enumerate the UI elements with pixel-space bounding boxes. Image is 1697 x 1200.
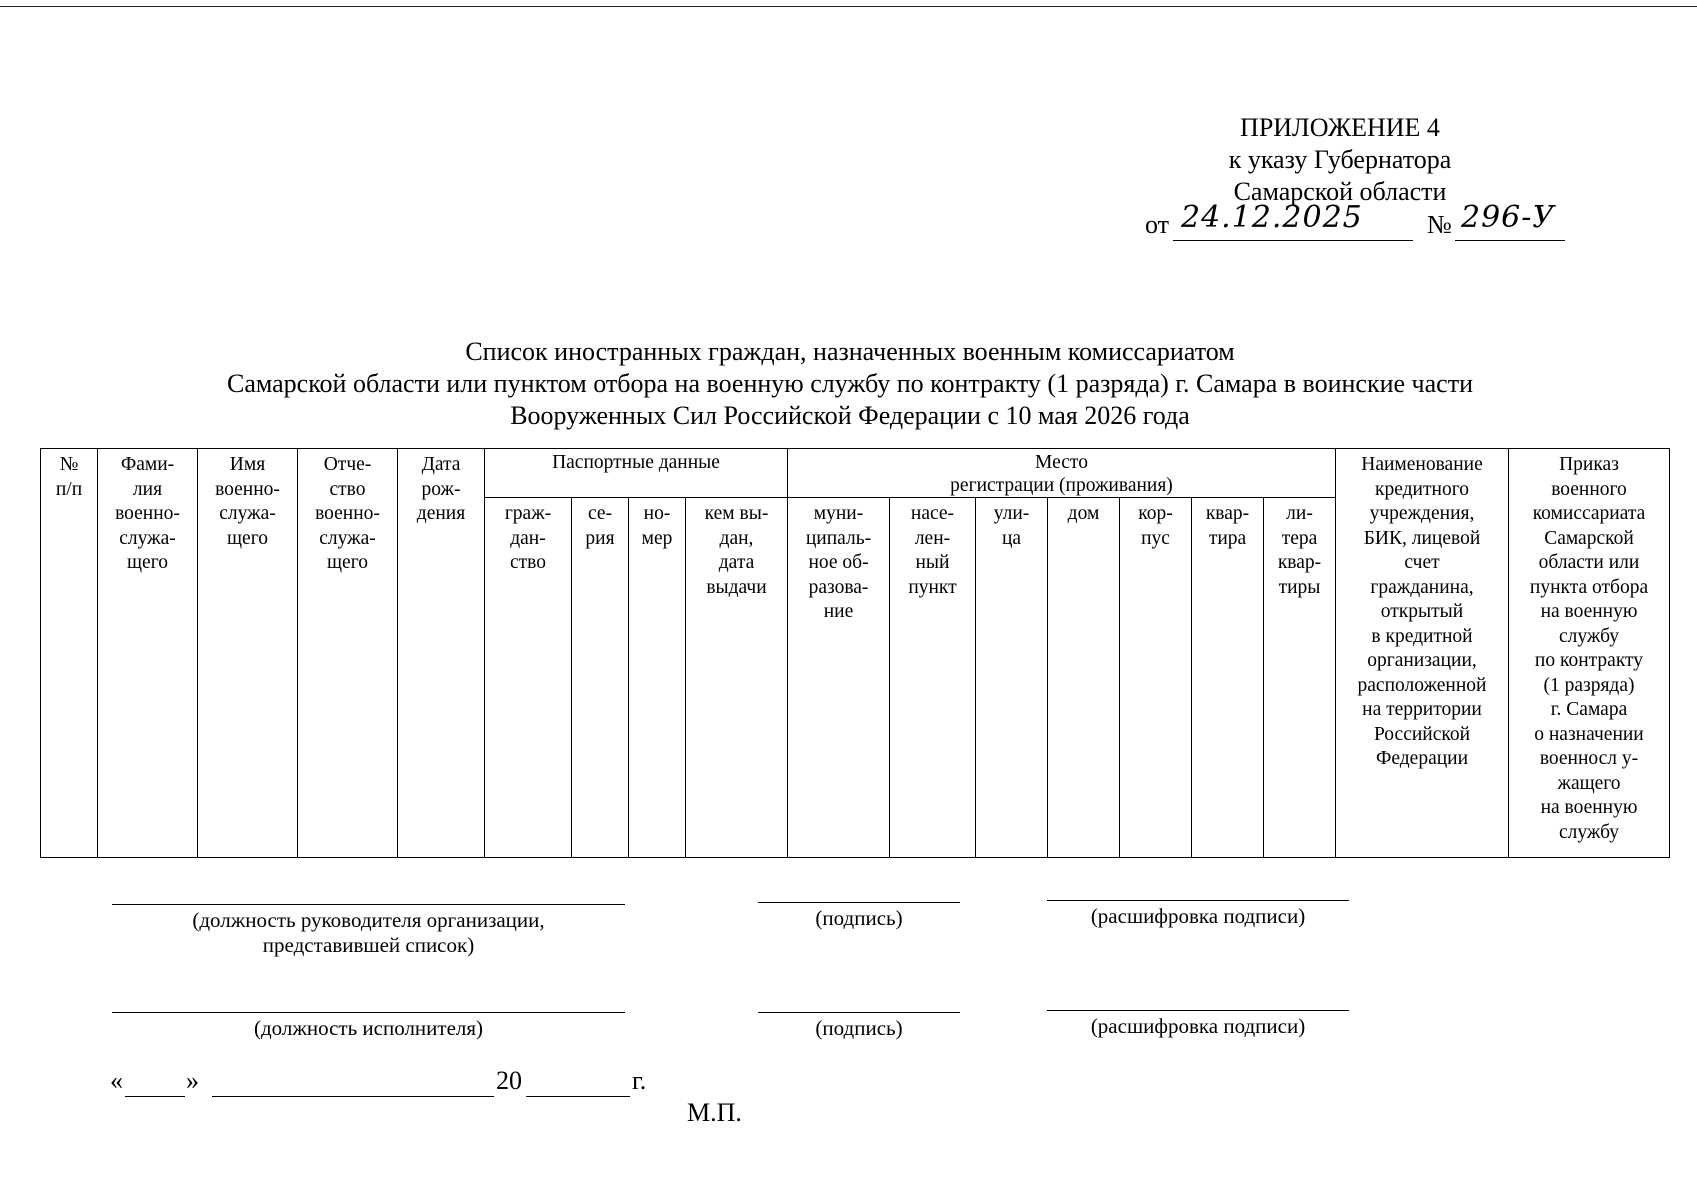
head-position-line: [112, 904, 625, 905]
header-row-number: № п/п: [41, 449, 98, 858]
number-underline: [1455, 240, 1565, 241]
header-reg-building: кор- пус: [1120, 498, 1192, 858]
month-underline: [212, 1096, 494, 1097]
date-open-quote: «: [110, 1066, 123, 1095]
title-line-2: Самарской области или пунктом отбора на военную службу по контракту (1 разряда) г. Самара в воинские части: [226, 369, 1473, 398]
appendix-region-line: Самарской области: [1233, 177, 1447, 206]
day-underline: [125, 1096, 185, 1097]
decoding-line-2: [1047, 1010, 1349, 1011]
decoding-caption-1: (расшифровка подписи): [1090, 904, 1306, 928]
year-suffix: г.: [632, 1066, 647, 1095]
header-order: Приказ военного комиссариата Самарской области или пункта отбора на военную службу по контракту (1 разряда) г. Самара о назначении военносл у- жащего на военную службу: [1509, 449, 1670, 858]
from-label: от: [1145, 210, 1170, 239]
head-position-caption-line-2: представившей список): [262, 933, 475, 957]
decree-reference: [1145, 200, 1585, 242]
signature-line-2: [758, 1012, 960, 1013]
header-registration-group: Место регистрации (проживания): [788, 449, 1336, 498]
year-prefix: 20: [496, 1066, 522, 1095]
document-title: [60, 336, 1640, 432]
header-reg-settlement: насе- лен- ный пункт: [890, 498, 976, 858]
decoding-line-1: [1047, 900, 1349, 901]
signature-line-1: [758, 902, 960, 903]
top-border-line: [0, 6, 1697, 7]
header-patronymic: Отче- ство военно- служа- щего: [298, 449, 398, 858]
title-line-3: Вооруженных Сил Российской Федерации с 10 мая 2026 года: [510, 401, 1190, 430]
date-underline: [1173, 240, 1413, 241]
header-reg-municipality: муни- ципаль- ное об- разова- ние: [788, 498, 890, 858]
foreign-citizens-table: [40, 448, 1670, 858]
head-position-caption: [112, 908, 625, 958]
appendix-header: [1100, 112, 1580, 208]
header-first-name: Имя военно- служа- щего: [198, 449, 298, 858]
header-passport-issued: кем вы- дан, дата выдачи: [686, 498, 788, 858]
decoding-caption-2: (расшифровка подписи): [1090, 1014, 1306, 1038]
header-birth-date: Дата рож- дения: [398, 449, 485, 858]
header-passport-citizenship: граж- дан- ство: [485, 498, 572, 858]
header-reg-house: дом: [1048, 498, 1120, 858]
header-reg-street: ули- ца: [976, 498, 1048, 858]
number-label: №: [1427, 210, 1452, 239]
executor-position-caption: (должность исполнителя): [253, 1016, 484, 1040]
signature-caption-1: (подпись): [815, 906, 903, 930]
header-surname: Фами- лия военно- служа- щего: [98, 449, 198, 858]
date-field: [110, 1066, 650, 1100]
header-passport-group: Паспортные данные: [485, 449, 788, 498]
decree-number-handwritten: 296-У: [1461, 200, 1556, 235]
executor-position-line: [112, 1012, 625, 1013]
header-passport-number: но- мер: [629, 498, 686, 858]
appendix-decree-line: к указу Губернатора: [1228, 145, 1452, 174]
header-reg-apartment: квар- тира: [1192, 498, 1264, 858]
title-line-1: Список иностранных граждан, назначенных военным комиссариатом: [465, 337, 1235, 366]
head-position-caption-line-1: (должность руководителя организации,: [192, 908, 545, 932]
header-reg-apartment-letter: ли- тера квар- тиры: [1264, 498, 1336, 858]
date-close-quote: »: [186, 1066, 199, 1095]
stamp-placeholder: М.П.: [687, 1098, 742, 1127]
appendix-heading: ПРИЛОЖЕНИЕ 4: [1240, 113, 1440, 142]
header-passport-series: се- рия: [572, 498, 629, 858]
signature-caption-2: (подпись): [815, 1016, 903, 1040]
year-underline: [526, 1096, 630, 1097]
header-bank: Наименование кредитного учреждения, БИК, лицевой счет гражданина, открытый в кредитной организации, расположенной на территории Российской Федерации: [1336, 449, 1509, 858]
decree-date-handwritten: 24.12.2025: [1181, 200, 1363, 235]
